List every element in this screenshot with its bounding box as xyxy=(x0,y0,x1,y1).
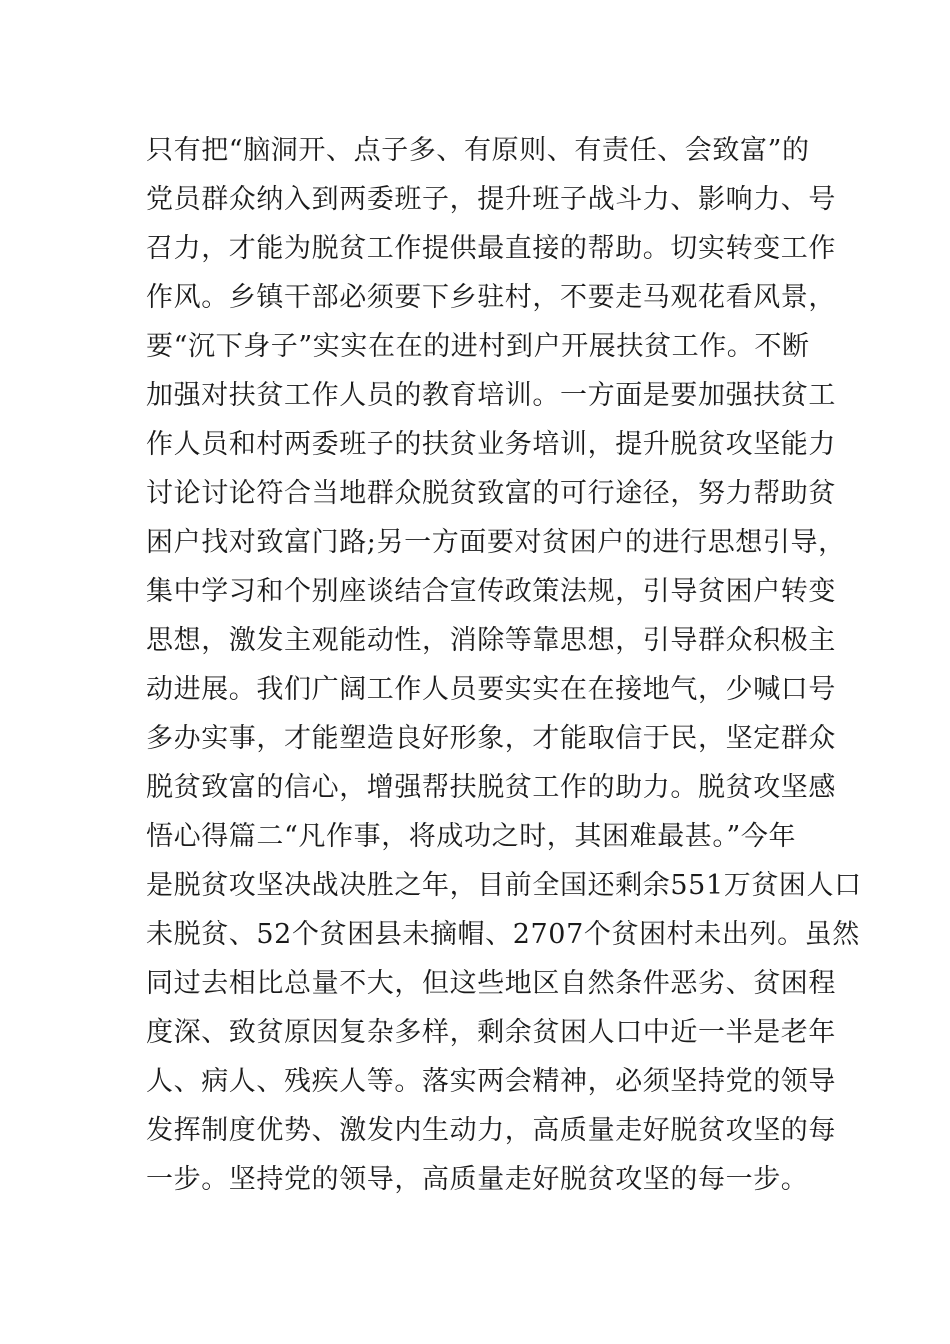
text-line: 只有把“脑洞开、点子多、有原则、有责任、会致富”的 xyxy=(146,135,810,166)
text-line: 加强对扶贫工作人员的教育培训。一方面是要加强扶贫工 xyxy=(146,380,836,411)
text-line: 召力，才能为脱贫工作提供最直接的帮助。切实转变工作 xyxy=(146,233,836,264)
text-line: 动进展。我们广阔工作人员要实实在在接地气，少喊口号 xyxy=(146,674,836,705)
text-line: 作人员和村两委班子的扶贫业务培训，提升脱贫攻坚能力 xyxy=(146,429,836,460)
text-line: 未脱贫、52个贫困县未摘帽、2707个贫困村未出列。虽然 xyxy=(146,919,860,950)
text-line: 同过去相比总量不大，但这些地区自然条件恶劣、贫困程 xyxy=(146,968,836,999)
text-line: 讨论讨论符合当地群众脱贫致富的可行途径，努力帮助贫 xyxy=(146,478,836,509)
text-line: 发挥制度优势、激发内生动力，高质量走好脱贫攻坚的每 xyxy=(146,1115,836,1146)
text-line: 一步。坚持党的领导，高质量走好脱贫攻坚的每一步。 xyxy=(146,1164,809,1195)
text-line: 是脱贫攻坚决战决胜之年，目前全国还剩余551万贫困人口 xyxy=(146,870,862,901)
text-line: 党员群众纳入到两委班子，提升班子战斗力、影响力、号 xyxy=(146,184,836,215)
text-line: 思想，激发主观能动性，消除等靠思想，引导群众积极主 xyxy=(146,625,836,656)
text-line: 多办实事，才能塑造良好形象，才能取信于民，坚定群众 xyxy=(146,723,836,754)
text-line: 悟心得篇二“凡作事，将成功之时，其困难最甚。”今年 xyxy=(146,821,797,852)
text-line: 作风。乡镇干部必须要下乡驻村，不要走马观花看风景， xyxy=(146,282,836,313)
text-line: 脱贫致富的信心，增强帮扶脱贫工作的助力。脱贫攻坚感 xyxy=(146,772,836,803)
text-line: 要“沉下身子”实实在在的进村到户开展扶贫工作。不断 xyxy=(146,331,810,362)
text-line: 困户找对致富门路;另一方面要对贫困户的进行思想引导， xyxy=(146,527,846,558)
text-line: 集中学习和个别座谈结合宣传政策法规，引导贫困户转变 xyxy=(146,576,836,607)
text-line: 人、病人、残疾人等。落实两会精神，必须坚持党的领导 xyxy=(146,1066,836,1097)
text-line: 度深、致贫原因复杂多样，剩余贫困人口中近一半是老年 xyxy=(146,1017,836,1048)
body-text xyxy=(146,126,862,1204)
